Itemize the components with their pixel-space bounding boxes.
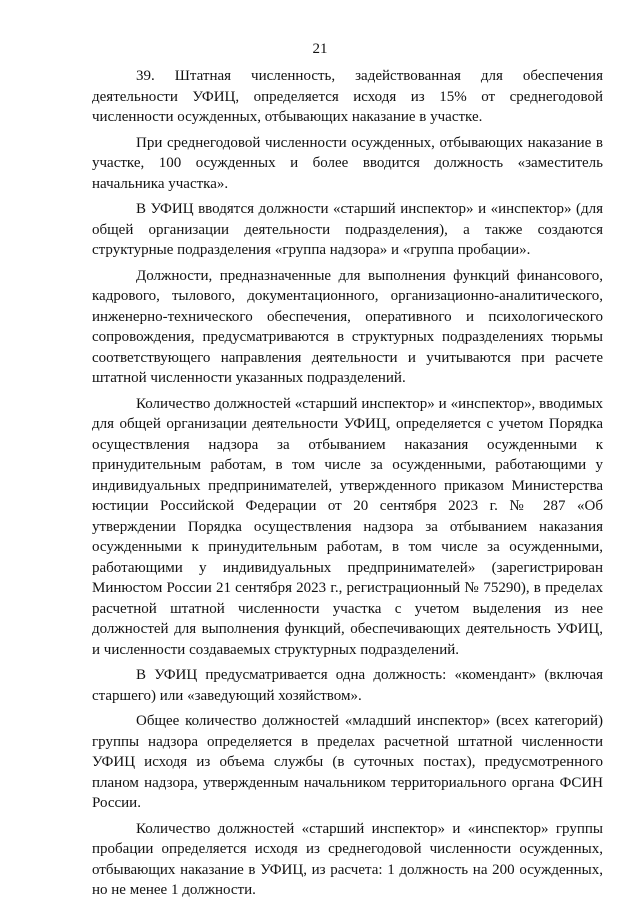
paragraph-39-staff-number: 39. Штатная численность, задействованная для обеспечения деятельности УФИЦ, определяется исходя из 15% от среднегодовой численности осужденных, отбывающих наказание в участке. bbox=[92, 68, 603, 125]
page-number: 21 bbox=[312, 41, 328, 57]
paragraph-deputy-head: При среднегодовой численности осужденных, отбывающих наказание в участке, 100 осужденных и более вводится должность «заместитель начальника участка». bbox=[92, 134, 603, 192]
paragraph-probation-group: Количество должностей «старший инспектор» и «инспектор» группы пробации определяется исходя из среднегодовой численности осужденных, отбывающих наказание в УФИЦ, из расчета: 1 должность на 200 осужденных, но не менее 1 должности. bbox=[92, 820, 603, 898]
paragraph-inspector-count: Количество должностей «старший инспектор» и «инспектор», вводимых для общей организации деятельности УФИЦ, определяется с учетом Порядка осуществления надзора за отбыванием наказания осужденными к принудительным работам, в том числе за осужденными, работающими у индивидуальных предпринимателей, утвержденного приказом Министерства юстиции Российской Федерации от 20 сентября 2023 г. № 287 «Об утверждении Порядка осуществления надзора за отбыванием наказания осужденными к принудительным работам, в том числе за осужденными, работающими у индивидуальных предпринимателей» (зарегистрирован Минюстом России 21 сентября 2023 г., регистрационный № 75290), в пределах расчетной штатной численности участка с учетом выделения из нее должностей для выполнения функций, обеспечивающих деятельность УФИЦ, и численности создаваемых структурных подразделений. bbox=[92, 395, 603, 658]
paragraph-commandant: В УФИЦ предусматривается одна должность: «комендант» (включая старшего) или «заведующий хозяйством». bbox=[92, 667, 603, 704]
paragraph-inspector-positions: В УФИЦ вводятся должности «старший инспектор» и «инспектор» (для общей организации деятельности подразделения), а также создаются структурные подразделения «группа надзора» и «группа пробации». bbox=[92, 201, 603, 258]
paragraph-support-functions: Должности, предназначенные для выполнения функций финансового, кадрового, тылового, документационного, организационно-аналитического, инженерно-технического обеспечения, оперативного и психологического сопровождения, предусматриваются в структурных подразделениях тюрьмы соответствующего направления деятельности и учитываются при расчете штатной численности указанных подразделений. bbox=[92, 267, 603, 386]
document-body bbox=[92, 66, 603, 901]
paragraph-junior-inspectors: Общее количество должностей «младший инспектор» (всех категорий) группы надзора определяется в пределах расчетной штатной численности УФИЦ исходя из объема службы (в суточных постах), предусмотренного планом надзора, утвержденным начальником территориального органа ФСИН России. bbox=[92, 713, 603, 811]
